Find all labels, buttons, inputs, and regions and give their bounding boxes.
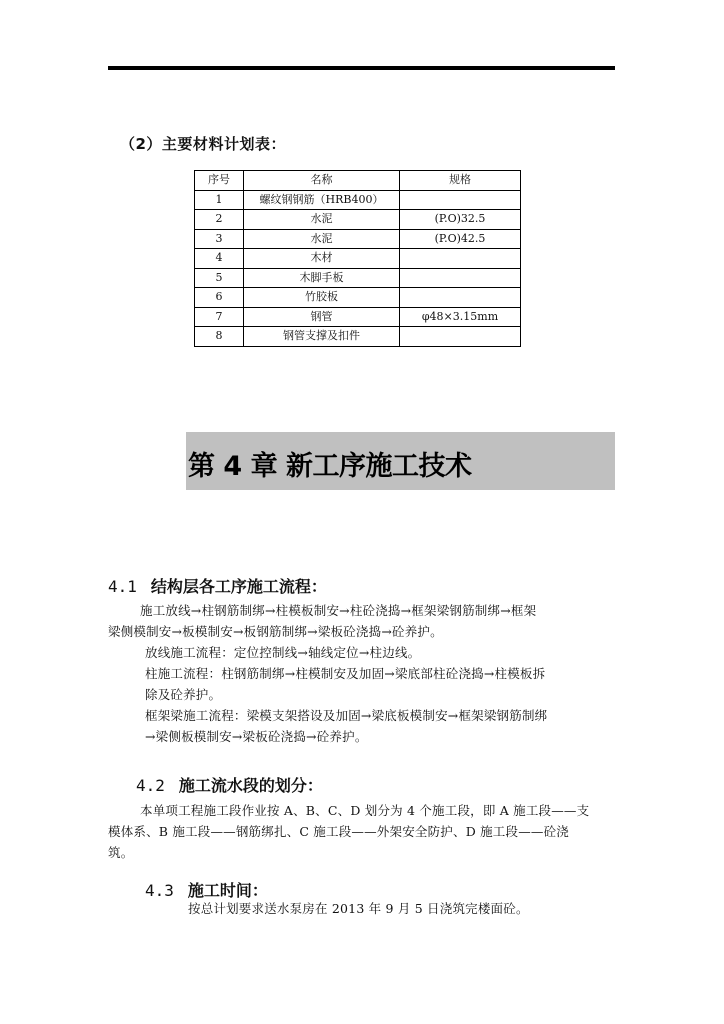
table-header-row <box>195 171 521 191</box>
cell-spec <box>400 327 521 347</box>
cell-name: 水泥 <box>244 210 400 230</box>
cell-spec <box>400 190 521 210</box>
chapter-banner <box>186 432 615 490</box>
table-row <box>195 307 521 327</box>
cell-spec <box>400 249 521 269</box>
section-4-2-heading <box>136 773 323 796</box>
paragraph-line: 筑。 <box>108 845 134 860</box>
section-heading-text: 结构层各工序施工流程： <box>150 577 327 596</box>
cell-index: 2 <box>195 210 244 230</box>
table-row <box>195 327 521 347</box>
header-spec: 规格 <box>400 171 521 191</box>
section-title: （2）主要材料计划表： <box>120 135 286 153</box>
paragraph-line: 模体系、B 施工段——钢筋绑扎、C 施工段——外架安全防护、D 施工段——砼浇 <box>108 824 569 839</box>
paragraph-line: 按总计划要求送水泵房在 2013 年 9 月 5 日浇筑完楼面砼。 <box>188 901 529 916</box>
paragraph-line: 框架梁施工流程：梁模支架搭设及加固→梁底板模制安→框架梁钢筋制绑 <box>145 708 548 723</box>
materials-table <box>194 170 521 347</box>
cell-index: 4 <box>195 249 244 269</box>
cell-index: 3 <box>195 229 244 249</box>
header-index: 序号 <box>195 171 244 191</box>
cell-index: 1 <box>195 190 244 210</box>
cell-name: 木材 <box>244 249 400 269</box>
table-row <box>195 288 521 308</box>
cell-spec <box>400 268 521 288</box>
header-rule <box>108 66 615 70</box>
cell-name: 钢管支撑及扣件 <box>244 327 400 347</box>
paragraph-line: 施工放线→柱钢筋制绑→柱模板制安→柱砼浇捣→框架梁钢筋制绑→框架 <box>140 603 537 618</box>
paragraph-line: 放线施工流程：定位控制线→轴线定位→柱边线。 <box>145 645 421 660</box>
paragraph-line: 除及砼养护。 <box>145 687 222 702</box>
header-name: 名称 <box>244 171 400 191</box>
section-number: 4.3 <box>145 881 174 900</box>
cell-index: 7 <box>195 307 244 327</box>
cell-spec: φ48×3.15mm <box>400 307 521 327</box>
paragraph-line: 本单项工程施工段作业按 A、B、C、D 划分为 4 个施工段，即 A 施工段——支 <box>140 803 590 818</box>
cell-spec: (P.O)42.5 <box>400 229 521 249</box>
cell-spec <box>400 288 521 308</box>
cell-name: 水泥 <box>244 229 400 249</box>
section-heading-text: 施工流水段的划分： <box>178 776 323 795</box>
cell-name: 木脚手板 <box>244 268 400 288</box>
cell-name: 钢管 <box>244 307 400 327</box>
section-number: 4.2 <box>136 776 165 795</box>
cell-spec: (P.O)32.5 <box>400 210 521 230</box>
paragraph-line: →梁侧板模制安→梁板砼浇捣→砼养护。 <box>145 729 368 744</box>
table-row <box>195 190 521 210</box>
section-heading-text: 施工时间： <box>187 881 268 900</box>
paragraph-line: 梁侧模制安→板模制安→板钢筋制绑→梁板砼浇捣→砼养护。 <box>108 624 443 639</box>
cell-name: 螺纹钢钢筋（HRB400） <box>244 190 400 210</box>
table-row <box>195 268 521 288</box>
section-4-1-heading <box>108 574 327 597</box>
cell-index: 8 <box>195 327 244 347</box>
table-row <box>195 249 521 269</box>
cell-index: 6 <box>195 288 244 308</box>
section-number: 4.1 <box>108 577 137 596</box>
cell-name: 竹胶板 <box>244 288 400 308</box>
table-row <box>195 210 521 230</box>
cell-index: 5 <box>195 268 244 288</box>
paragraph-line: 柱施工流程：柱钢筋制绑→柱模制安及加固→梁底部柱砼浇捣→柱模板拆 <box>145 666 546 681</box>
chapter-title: 第 4 章 新工序施工技术 <box>188 451 472 482</box>
table-row <box>195 229 521 249</box>
